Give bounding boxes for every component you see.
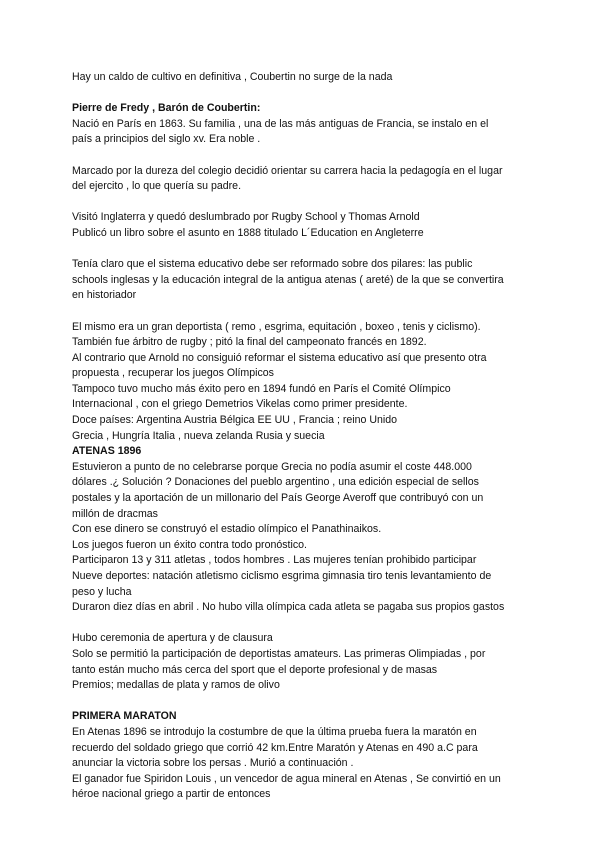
paragraph-line: El mismo era un gran deportista ( remo , esgrima, equitación , boxeo , tenis y ciclismo). [72,320,481,333]
paragraph-line: postales y la aportación de un millonario del País George Averoff que contribuyó con un [72,492,484,505]
paragraph-line: millón de dracmas [72,507,158,520]
paragraph-line: Marcado por la dureza del colegio decidió orientar su carrera hacia la pedagogía en el lugar [72,164,503,177]
paragraph-line: Duraron diez días en abril . No hubo villa olímpica cada atleta se pagaba sus propios gastos [72,601,505,614]
paragraph-line: Hubo ceremonia de apertura y de clausura [72,632,273,645]
paragraph-line: héroe nacional griego a partir de entonces [72,788,271,801]
paragraph-line: Con ese dinero se construyó el estadio olímpico el Panathinaikos. [72,523,382,536]
paragraph-line: en historiador [72,289,137,302]
spacer [72,616,532,632]
paragraph-line: propuesta , recuperar los juegos Olímpicos [72,367,274,380]
paragraph-line: En Atenas 1896 se introdujo la costumbre de que la última prueba fuera la maratón en [72,725,477,738]
paragraph-line: dólares .¿ Solución ? Donaciones del pueblo argentino , una edición especial de sellos [72,476,479,489]
paragraph-line: Doce países: Argentina Austria Bélgica EE UU , Francia ; reino Unido [72,414,398,427]
paragraph-line: Publicó un libro sobre el asunto en 1888 titulado L´Education en Angleterre [72,226,424,239]
paragraph-line: El ganador fue Spiridon Louis , un vencedor de agua mineral en Atenas , Se convirtió en un [72,772,501,785]
intro-line: Hay un caldo de cultivo en definitiva , Coubertin no surge de la nada [72,71,393,83]
paragraph-line: Estuvieron a punto de no celebrarse porque Grecia no podía asumir el coste 448.000 [72,460,472,473]
paragraph-line: del ejercito , lo que quería su padre. [72,180,242,193]
paragraph-line: Visitó Inglaterra y quedó deslumbrado por Rugby School y Thomas Arnold [72,211,420,224]
document-page [72,70,532,803]
paragraph-line: Grecia , Hungría Italia , nueva zelanda Rusia y suecia [72,429,325,442]
spacer [72,195,532,211]
paragraph-line: Participaron 13 y 311 atletas , todos hombres . Las mujeres tenían prohibido participar [72,554,477,567]
paragraph-line: tanto están mucho más cerca del sport que el deporte profesional y de masas [72,663,438,676]
paragraph-line: anunciar la victoria sobre los persas . Murió a continuación . [72,757,354,770]
spacer [72,242,532,258]
paragraph-line: Los juegos fueron un éxito contra todo pronóstico. [72,538,307,551]
coubertin-heading: Pierre de Fredy , Barón de Coubertin: [72,102,261,115]
paragraph-line: Premios; medallas de plata y ramos de olivo [72,679,280,692]
paragraph-line: También fue árbitro de rugby ; pitó la final del campeonato francés en 1892. [72,336,427,349]
paragraph-line: peso y lucha [72,585,132,598]
spacer [72,86,532,102]
spacer [72,304,532,320]
paragraph-line: Nueve deportes: natación atletismo ciclismo esgrima gimnasia tiro tenis levantamiento de [72,570,492,582]
spacer [72,148,532,164]
paragraph-line: Internacional , con el griego Demetrios Vikelas como primer presidente. [72,398,408,411]
paragraph-line: schools inglesas y la educación integral de la antigua atenas ( areté) de la que se convertira [72,273,504,286]
paragraph-line: Tenía claro que el sistema educativo debe ser reformado sobre dos pilares: las public [72,258,473,271]
maraton-heading: PRIMERA MARATON [72,710,177,723]
paragraph-line: Al contrario que Arnold no consiguió reformar el sistema educativo así que presento otra [72,351,487,364]
paragraph-line: recuerdo del soldado griego que corrió 42 km.Entre Maratón y Atenas en 490 a.C para [72,741,478,754]
atenas-heading: ATENAS 1896 [72,445,142,458]
paragraph-line: país a principios del siglo xv. Era noble . [72,133,261,146]
spacer [72,694,532,710]
paragraph-line: Solo se permitió la participación de deportistas amateurs. Las primeras Olimpiadas , por [72,647,486,660]
paragraph-line: Tampoco tuvo mucho más éxito pero en 1894 fundó en París el Comité Olímpico [72,382,451,395]
paragraph-line: Nació en París en 1863. Su familia , una de las más antiguas de Francia, se instalo en el [72,117,489,130]
